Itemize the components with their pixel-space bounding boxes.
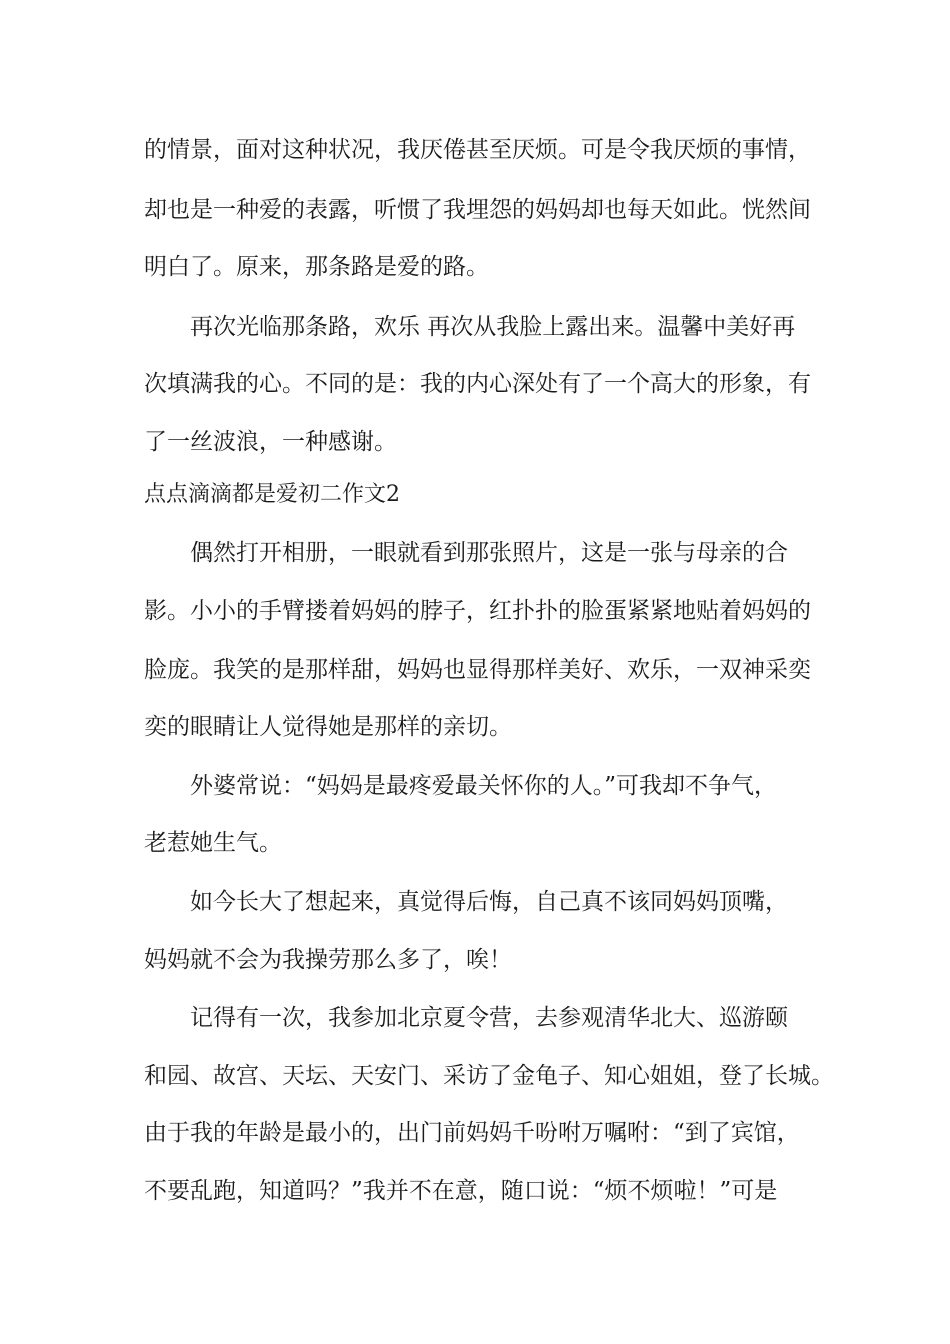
paragraph-line: 由于我的年龄是最小的，出门前妈妈千吩咐万嘱咐：“到了宾馆， [144,1120,800,1146]
paragraph-line: 妈妈就不会为我操劳那么多了，唉！ [144,947,512,973]
paragraph-line: 奕的眼睛让人觉得她是那样的亲切。 [144,714,512,740]
paragraph-line: 明白了。原来，那条路是爱的路。 [144,254,489,280]
paragraph-line: 次填满我的心。不同的是：我的内心深处有了一个高大的形象，有 [144,371,811,397]
paragraph-line: 老惹她生气。 [144,830,282,856]
paragraph-line: 了一丝波浪，一种感谢。 [144,429,397,455]
paragraph-line: 的情景，面对这种状况，我厌倦甚至厌烦。可是令我厌烦的事情， [144,137,811,163]
paragraph-line: 再次光临那条路，欢乐 再次从我脸上露出来。温馨中美好再 [144,314,796,340]
paragraph-line: 影。小小的手臂搂着妈妈的脖子，红扑扑的脸蛋紧紧地贴着妈妈的 [144,598,811,624]
paragraph-line: 外婆常说：“妈妈是最疼爱最关怀你的人。”可我却不争气， [144,773,778,799]
section-heading: 点点滴滴都是爱初二作文2 [144,482,400,507]
paragraph-line: 偶然打开相册，一眼就看到那张照片，这是一张与母亲的合 [144,540,788,566]
paragraph-line: 如今长大了想起来，真觉得后悔，自己真不该同妈妈顶嘴， [144,889,788,915]
paragraph-line: 却也是一种爱的表露，听惯了我埋怨的妈妈却也每天如此。恍然间 [144,197,811,223]
paragraph-line: 不要乱跑，知道吗？”我并不在意，随口说：“烦不烦啦！”可是 [144,1178,778,1204]
paragraph-line: 和园、故宫、天坛、天安门、采访了金龟子、知心姐姐，登了长城。 [144,1063,834,1089]
paragraph-line: 脸庞。我笑的是那样甜，妈妈也显得那样美好、欢乐，一双神采奕 [144,657,811,683]
paragraph-line: 记得有一次，我参加北京夏令营，去参观清华北大、巡游颐 [144,1005,788,1031]
